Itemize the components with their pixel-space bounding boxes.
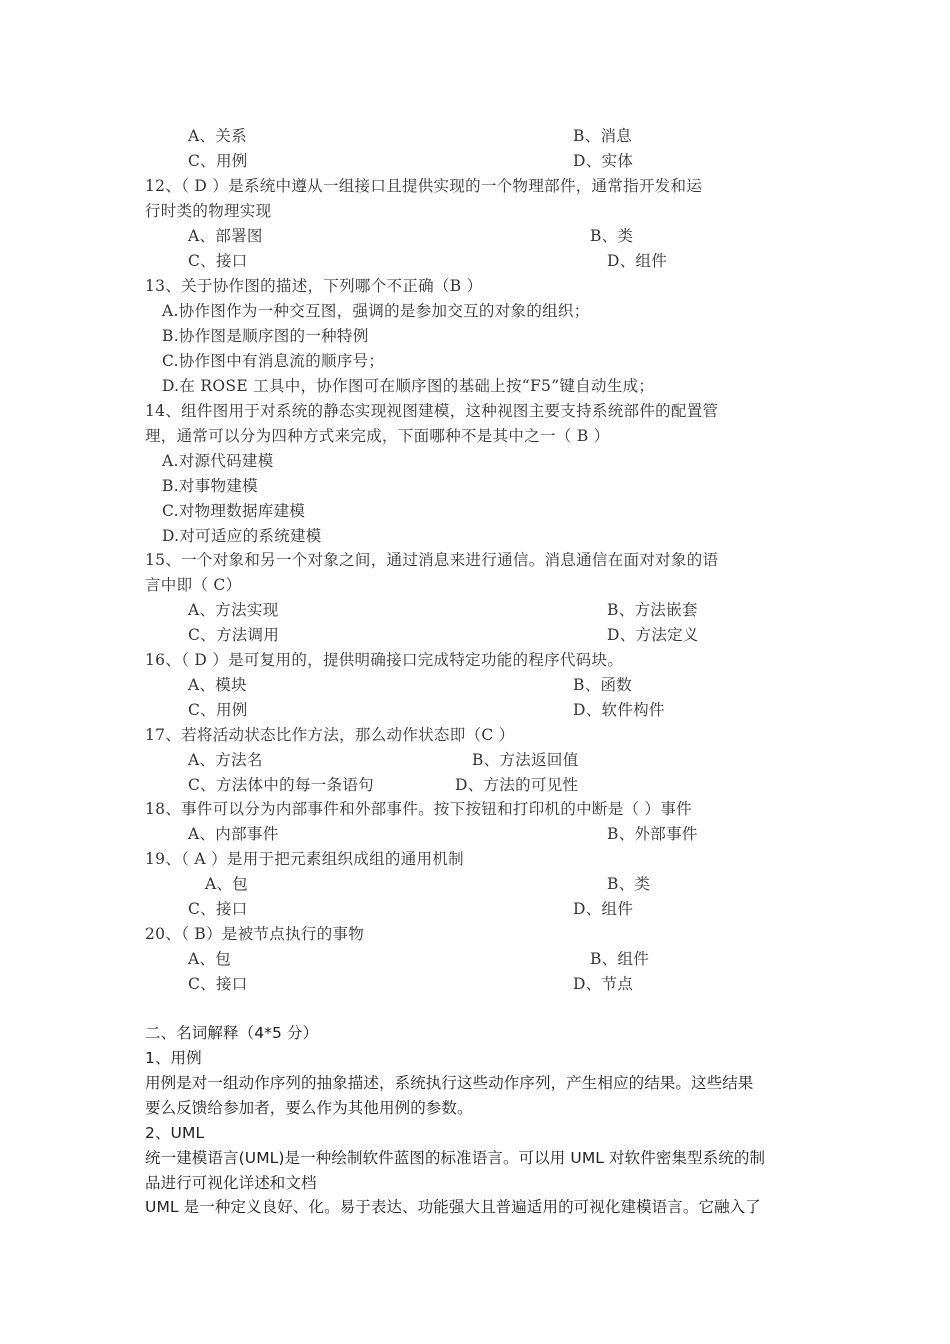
q14-stem-line1: 14、组件图用于对系统的静态实现视图建模，这种视图主要支持系统部件的配置管: [145, 402, 719, 420]
q15-stem-line2: 言中即（ C）: [145, 576, 242, 594]
q20-stem: 20、（ B）是被节点执行的事物: [145, 925, 365, 943]
q11-option-b: B、消息: [573, 127, 633, 145]
section-heading: 二、名词解释（4*5 分）: [145, 1024, 319, 1042]
q18-stem: 18、事件可以分为内部事件和外部事件。按下按钮和打印机的中断是（ ）事件: [145, 800, 692, 818]
q20-option-a: A、包: [188, 950, 232, 968]
q20-option-c: C、接口: [188, 975, 248, 993]
q13-stem: 13、关于协作图的描述，下列哪个不正确（B ）: [145, 277, 483, 295]
q18-option-b: B、外部事件: [607, 825, 698, 843]
term-1-definition-line2: 要么反馈给参加者，要么作为其他用例的参数。: [145, 1099, 473, 1117]
term-2-title: 2、UML: [145, 1124, 205, 1142]
term-1-definition-line1: 用例是对一组动作序列的抽象描述，系统执行这些动作序列，产生相应的结果。这些结果: [145, 1074, 754, 1092]
q12-option-c: C、接口: [188, 252, 248, 270]
q13-option-d: D.在 ROSE 工具中，协作图可在顺序图的基础上按“F5”键自动生成；: [162, 377, 655, 395]
q15-stem-line1: 15、一个对象和另一个对象之间，通过消息来进行通信。消息通信在面对对象的语: [145, 551, 719, 569]
q15-option-c: C、方法调用: [188, 626, 280, 644]
q15-option-b: B、方法嵌套: [607, 601, 698, 619]
q14-option-c: C.对物理数据库建模: [162, 502, 306, 520]
q14-option-d: D.对可适应的系统建模: [162, 527, 322, 545]
q18-option-a: A、内部事件: [188, 825, 279, 843]
q17-option-a: A、方法名: [188, 751, 263, 769]
q20-option-d: D、节点: [573, 975, 634, 993]
q16-stem: 16、（ D ）是可复用的，提供明确接口完成特定功能的程序代码块。: [145, 651, 624, 669]
q15-option-d: D、方法定义: [607, 626, 699, 644]
q17-stem: 17、若将活动状态比作方法，那么动作状态即（C ）: [145, 726, 515, 744]
term-2-definition-line3: UML 是一种定义良好、化。易于表达、功能强大且普遍适用的可视化建模语言。它融入了: [145, 1198, 761, 1216]
q17-option-b: B、方法返回值: [472, 751, 579, 769]
q14-option-b: B.对事物建模: [162, 477, 258, 495]
q12-stem-line2: 行时类的物理实现: [145, 202, 272, 220]
q17-option-c: C、方法体中的每一条语句: [188, 776, 374, 794]
q11-option-c: C、用例: [188, 152, 248, 170]
q16-option-d: D、软件构件: [573, 701, 665, 719]
q13-option-c: C.协作图中有消息流的顺序号；: [162, 352, 385, 370]
q12-option-b: B、类: [590, 227, 634, 245]
q16-option-c: C、用例: [188, 701, 248, 719]
q13-option-a: A.协作图作为一种交互图，强调的是参加交互的对象的组织；: [162, 302, 590, 320]
term-2-definition-line1: 统一建模语言(UML)是一种绘制软件蓝图的标准语言。可以用 UML 对软件密集型系统的制: [145, 1149, 766, 1167]
q12-option-a: A、部署图: [188, 227, 263, 245]
q15-option-a: A、方法实现: [188, 601, 279, 619]
q20-option-b: B、组件: [590, 950, 650, 968]
q14-stem-line2: 理，通常可以分为四种方式来完成，下面哪种不是其中之一（ B ）: [145, 427, 610, 445]
q19-option-a: A、包: [205, 875, 249, 893]
q11-option-d: D、实体: [573, 152, 634, 170]
q12-option-d: D、组件: [607, 252, 668, 270]
q17-option-d: D、方法的可见性: [455, 776, 579, 794]
term-2-definition-line2: 品进行可视化详述和文档: [145, 1174, 317, 1192]
q16-option-a: A、模块: [188, 676, 247, 694]
q12-stem-line1: 12、（ D ）是系统中遵从一组接口且提供实现的一个物理部件，通常指开发和运: [145, 177, 703, 195]
q11-option-a: A、关系: [188, 127, 247, 145]
q19-option-b: B、类: [607, 875, 651, 893]
q19-stem: 19、（ A ）是用于把元素组织成组的通用机制: [145, 850, 464, 868]
q13-option-b: B.协作图是顺序图的一种特例: [162, 327, 369, 345]
q14-option-a: A.对源代码建模: [162, 452, 274, 470]
q19-option-c: C、接口: [188, 900, 248, 918]
q16-option-b: B、函数: [573, 676, 633, 694]
term-1-title: 1、用例: [145, 1049, 202, 1067]
q19-option-d: D、组件: [573, 900, 634, 918]
